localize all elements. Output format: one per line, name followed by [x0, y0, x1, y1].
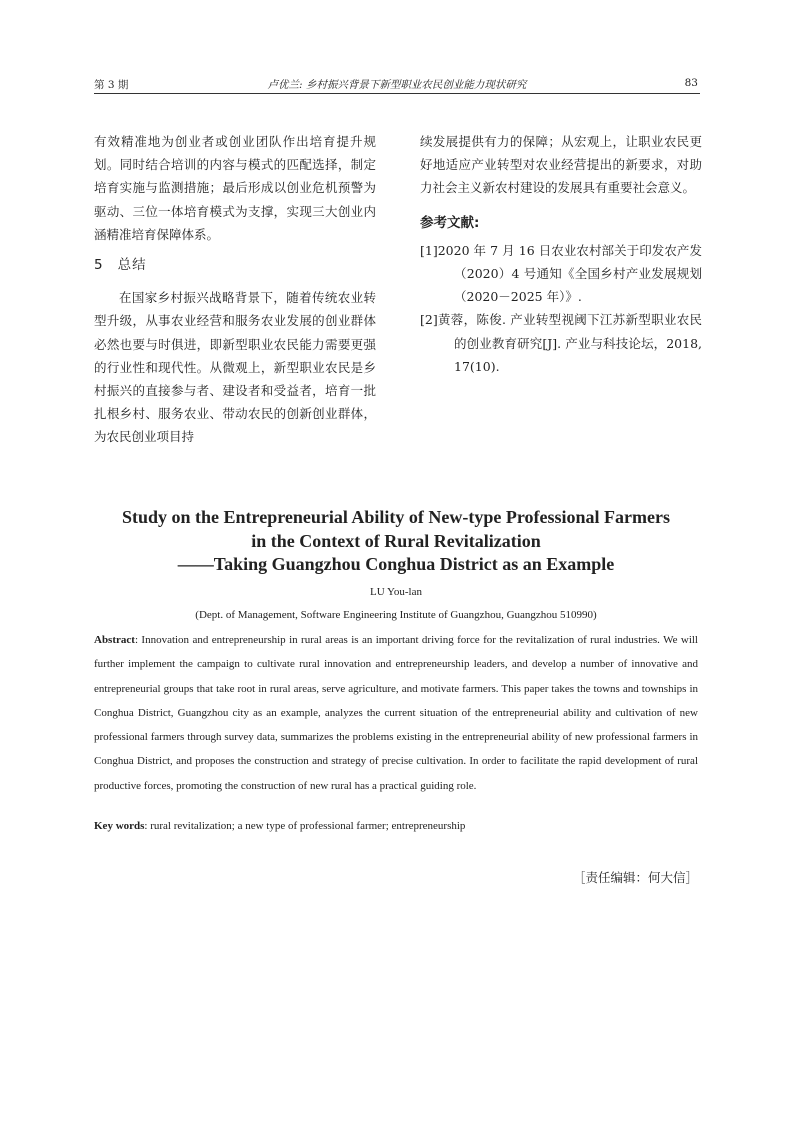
section-title: 总结 [117, 257, 147, 274]
abstract-label: Abstract [94, 634, 135, 646]
references-heading: 参考文献: [420, 214, 480, 231]
english-abstract [94, 628, 698, 798]
english-title-line: Study on the Entrepreneurial Ability of New-type Professional Farmers [122, 507, 670, 527]
abstract-text: : Innovation and entrepreneurship in rural areas is an important driving force for the revitalization of rural industries. We will further implement the campaign to cultivate rural innovation and entrepreneurship leaders, and develop a number of innovative and entrepreneurial groups that take root in rural areas, serve agriculture, and motivate farmers. This paper takes the towns and townships in Conghua District, Guangzhou city as an example, analyzes the current situation of the entrepreneurial ability and cultivation of new professional farmers through survey data, summarizes the problems existing in the entrepreneurial ability of new professional farmers in Conghua District, and proposes the construction and strategy of precise cultivation. In order to facilitate the rapid development of rural productive forces, promoting the construction of new rural has a practical guiding role. [94, 634, 698, 792]
english-title-line: in the Context of Rural Revitalization [251, 530, 541, 551]
english-title-line: ——Taking Guangzhou Conghua District as an Example [177, 554, 615, 574]
left-column [94, 130, 376, 449]
running-header [94, 73, 700, 94]
running-title: 卢优兰: 乡村振兴背景下新型职业农民创业能力现状研究 [267, 79, 527, 91]
page-number: 83 [684, 77, 698, 89]
responsible-editor: ［责任编辑：何大信］ [572, 870, 698, 885]
continued-paragraph-right: 续发展提供有力的保障；从宏观上，让职业农民更好地适应产业转型对农业经营提出的新要求，对助力社会主义新农村建设的发展具有重要社会意义。 [420, 134, 702, 196]
keywords-text: : rural revitalization; a new type of professional farmer; entrepreneurship [144, 820, 466, 832]
english-keywords [94, 820, 698, 832]
section-number: 5 [94, 257, 104, 274]
section-heading [94, 254, 376, 277]
reference-item: [1]2020 年 7 月 16 日农业农村部关于印发农产发（2020）4 号通知《全国乡村产业发展规划（2020－2025 年）》. [420, 242, 702, 305]
summary-paragraph: 在国家乡村振兴战略背景下，随着传统农业转型升级，从事农业经营和服务农业发展的创业群体必然也要与时俱进，即新型职业农民能力需要更强的行业性和现代性。从微观上，新型职业农民是乡村振兴的直接参与者、建设者和受益者，培育一批扎根乡村、服务农业、带动农民的创新创业群体，为农民创业项目持 [94, 290, 376, 445]
reference-item: [2]黄蓉，陈俊. 产业转型视阈下江苏新型职业农民的创业教育研究[J]. 产业与科技论坛，2018, 17(10). [420, 312, 702, 374]
right-column [420, 130, 702, 378]
english-title [60, 506, 732, 577]
english-author: LU You-lan [370, 586, 422, 598]
issue-number: 第 3 期 [94, 79, 129, 91]
keywords-label: Key words [94, 820, 145, 832]
english-affiliation: (Dept. of Management, Software Engineering Institute of Guangzhou, Guangzhou 510990) [195, 609, 597, 621]
continued-paragraph: 有效精准地为创业者或创业团队作出培育提升规划。同时结合培训的内容与模式的匹配选择，制定培育实施与监测措施；最后形成以创业危机预警为驱动、三位一体培育模式为支撑，实现三大创业内涵精准培育保障体系。 [94, 134, 376, 242]
